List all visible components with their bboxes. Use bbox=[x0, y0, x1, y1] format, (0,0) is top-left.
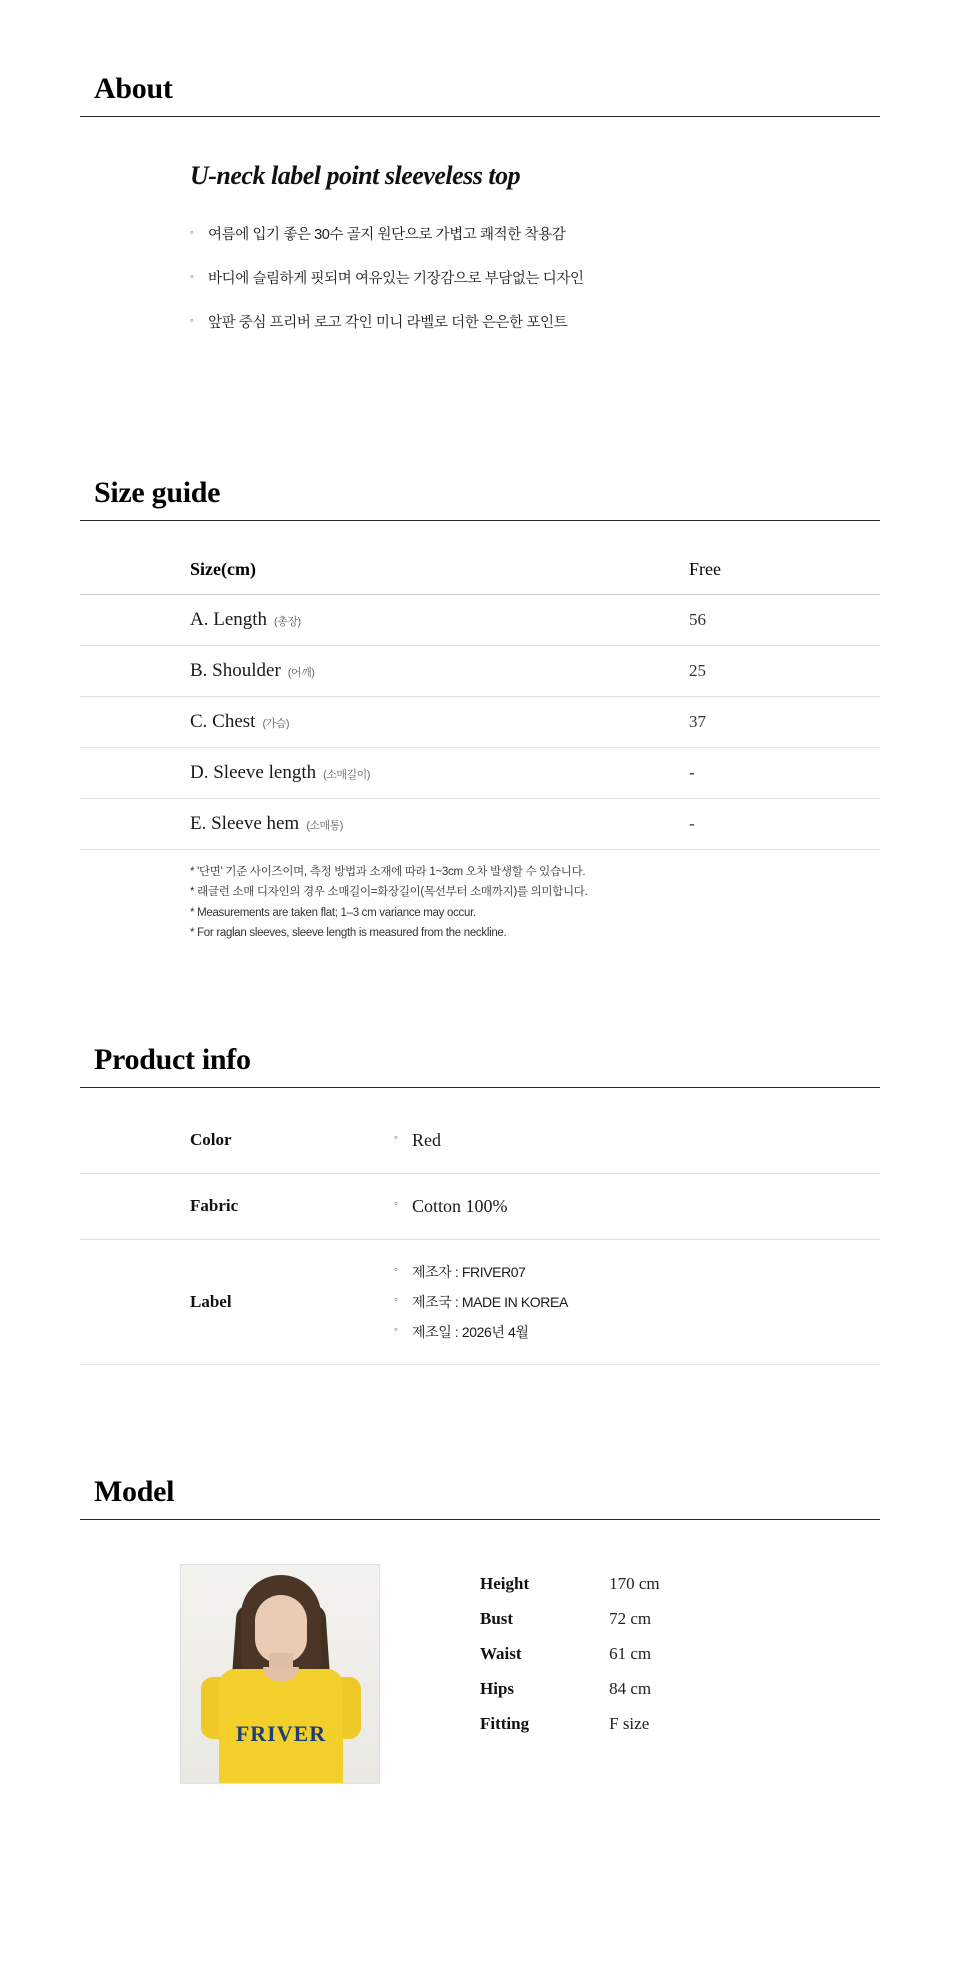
info-value-list bbox=[394, 1130, 880, 1151]
info-key-label: Label bbox=[80, 1239, 384, 1364]
table-row bbox=[80, 748, 880, 799]
size-row-label bbox=[80, 646, 544, 697]
about-body bbox=[80, 117, 880, 334]
size-row-value: 37 bbox=[544, 697, 880, 748]
size-row-label-text: C. Chest bbox=[190, 711, 256, 733]
free-column-header: Free bbox=[544, 545, 880, 595]
product-info-section bbox=[80, 943, 880, 1365]
product-info-table bbox=[80, 1108, 880, 1365]
table-header-row bbox=[80, 545, 880, 595]
bullet-icon: ◦ bbox=[394, 1263, 398, 1276]
product-info-divider bbox=[80, 1087, 880, 1088]
list-item bbox=[394, 1262, 880, 1282]
bullet-icon: ◦ bbox=[394, 1323, 398, 1336]
info-value-text: 제조일 : 2026년 4월 bbox=[412, 1323, 529, 1340]
size-guide-divider bbox=[80, 520, 880, 521]
size-row-value: 25 bbox=[544, 646, 880, 697]
list-item bbox=[394, 1322, 880, 1342]
table-row bbox=[480, 1644, 660, 1679]
info-value-fabric bbox=[384, 1173, 880, 1239]
table-row bbox=[80, 1239, 880, 1364]
info-value-text: 제조국 : MADE IN KOREA bbox=[412, 1293, 568, 1310]
size-guide-heading: Size guide bbox=[94, 476, 221, 510]
table-row bbox=[80, 1173, 880, 1239]
table-row bbox=[80, 646, 880, 697]
info-value-list bbox=[394, 1196, 880, 1217]
size-note: * '단면' 기준 사이즈이며, 측정 방법과 소재에 따라 1~3cm 오차 발생할 수 있습니다. bbox=[190, 866, 586, 879]
table-row bbox=[80, 697, 880, 748]
info-key-fabric: Fabric bbox=[80, 1173, 384, 1239]
table-row bbox=[80, 1108, 880, 1174]
size-column-header: Size(cm) bbox=[80, 545, 544, 595]
model-specs-table bbox=[480, 1574, 660, 1749]
spec-value-hips: 84 cm bbox=[609, 1678, 652, 1698]
table-row bbox=[480, 1609, 660, 1644]
size-row-label-kr: (어깨) bbox=[287, 667, 315, 680]
size-row-label-kr: (소매길이) bbox=[323, 769, 370, 782]
size-row-label-kr: (소매통) bbox=[306, 820, 343, 833]
about-bullet-text: 여름에 입기 좋은 30수 골지 원단으로 가볍고 쾌적한 착용감 bbox=[208, 227, 566, 243]
about-heading: About bbox=[94, 72, 173, 105]
model-heading: Model bbox=[94, 1474, 175, 1508]
model-body bbox=[80, 1520, 880, 1784]
size-row-label-text: B. Shoulder bbox=[190, 660, 281, 682]
size-note: * 래글런 소매 디자인의 경우 소매길이=화장길이(목선부터 소매까지)를 의미합니다. bbox=[190, 886, 588, 899]
spec-value-bust: 72 cm bbox=[609, 1608, 652, 1628]
info-value-list bbox=[394, 1262, 880, 1342]
list-item bbox=[190, 225, 880, 247]
size-row-label bbox=[80, 748, 544, 799]
about-section bbox=[80, 0, 880, 334]
about-bullet-text: 바디에 슬림하게 핏되며 여유있는 기장감으로 부담없는 디자인 bbox=[208, 270, 584, 287]
about-bullet-text: 앞판 중심 프리버 로고 각인 미니 라벨로 더한 은은한 포인트 bbox=[208, 314, 568, 331]
bullet-icon: ◦ bbox=[394, 1131, 398, 1144]
list-item bbox=[394, 1130, 880, 1151]
spec-key-waist: Waist bbox=[480, 1643, 522, 1663]
size-row-label-text: E. Sleeve hem bbox=[190, 813, 300, 835]
size-row-value: - bbox=[544, 748, 880, 799]
info-value-label bbox=[384, 1239, 880, 1364]
size-note: * For raglan sleeves, sleeve length is measured from the neckline. bbox=[190, 926, 507, 939]
model-specs bbox=[480, 1564, 660, 1749]
size-row-label-text: A. Length bbox=[190, 609, 268, 631]
tshirt-print-text: FRIVER bbox=[235, 1720, 327, 1746]
size-row-label bbox=[80, 595, 544, 646]
size-row-value: 56 bbox=[544, 595, 880, 646]
bullet-icon: ◦ bbox=[190, 227, 194, 239]
size-row-label-text: D. Sleeve length bbox=[190, 762, 317, 784]
info-value-color bbox=[384, 1108, 880, 1174]
model-section bbox=[80, 1365, 880, 1854]
spec-value-height: 170 cm bbox=[609, 1573, 660, 1593]
size-row-label-kr: (가슴) bbox=[262, 718, 290, 731]
list-item bbox=[190, 269, 880, 291]
size-guide-notes bbox=[80, 850, 880, 943]
spec-value-fitting: F size bbox=[609, 1713, 650, 1733]
bullet-icon: ◦ bbox=[190, 270, 194, 283]
table-row bbox=[480, 1679, 660, 1714]
size-note: * Measurements are taken flat; 1–3 cm variance may occur. bbox=[190, 906, 476, 919]
product-name: U-neck label point sleeveless top bbox=[190, 161, 521, 190]
size-guide-table bbox=[80, 545, 880, 850]
list-item bbox=[394, 1292, 880, 1312]
size-row-label-kr: (총장) bbox=[274, 616, 301, 629]
table-row bbox=[80, 595, 880, 646]
spec-key-height: Height bbox=[480, 1573, 530, 1593]
spec-key-bust: Bust bbox=[480, 1608, 514, 1628]
list-item bbox=[394, 1196, 880, 1217]
info-value-text: Red bbox=[412, 1129, 441, 1150]
bullet-icon: ◦ bbox=[394, 1293, 398, 1306]
bullet-icon: ◦ bbox=[394, 1197, 398, 1210]
table-row bbox=[480, 1574, 660, 1609]
table-row bbox=[80, 799, 880, 850]
size-row-value: - bbox=[544, 799, 880, 850]
bullet-icon: ◦ bbox=[190, 314, 194, 327]
table-row bbox=[480, 1714, 660, 1749]
spec-key-fitting: Fitting bbox=[480, 1713, 530, 1733]
info-value-text: 제조자 : FRIVER07 bbox=[412, 1263, 526, 1280]
size-row-label bbox=[80, 697, 544, 748]
model-photo bbox=[180, 1564, 380, 1784]
product-info-heading: Product info bbox=[94, 1042, 251, 1076]
spec-key-hips: Hips bbox=[480, 1678, 515, 1698]
info-key-color: Color bbox=[80, 1108, 384, 1174]
spec-value-waist: 61 cm bbox=[609, 1643, 652, 1663]
about-bullet-list bbox=[190, 225, 880, 334]
info-value-text: Cotton 100% bbox=[412, 1195, 508, 1216]
size-row-label bbox=[80, 799, 544, 850]
size-guide-section bbox=[80, 356, 880, 943]
list-item bbox=[190, 313, 880, 335]
